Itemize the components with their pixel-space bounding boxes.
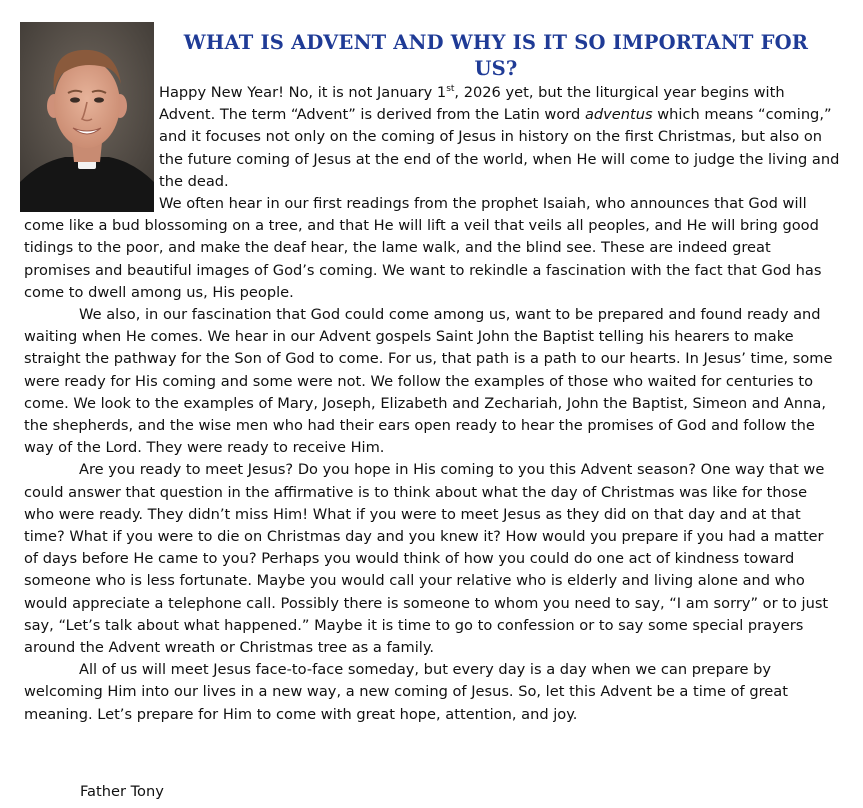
paragraph-3: We also, in our fascination that God could come among us, want to be prepared and found ready and waiting when He comes. We hear in our Advent gospels Saint John the Baptist telling his hearers to make straight the pathway for the Son of God to come. For us, that path is a path to our hearts. In Jesus’ time, some were ready for His coming and some were not. We follow the examples of those who waited for centuries to come. We look to the examples of Mary, Joseph, Elizabeth and Zechariah, John the Baptist, Simeon and Anna, the shepherds, and the wise men who had their ears open ready to hear the promises of God and follow the way of the Lord. They were ready to receive Him. <box>24 306 833 457</box>
paragraph-4: Are you ready to meet Jesus? Do you hope in His coming to you this Advent season? One way that we could answer that question in the affirmative is to think about what the day of Christmas was like for those who were ready. They didn’t miss Him! What if you were to meet Jesus as they did on that day and at that time? What if you were to die on Christmas day and you knew it? How would you prepare if you had a matter of days before He came to you? Perhaps you would think of how you could do one act of kindness toward someone who is less fortunate. Maybe you would call your relative who is elderly and living alone and who would appreciate a telephone call. Possibly there is someone to whom you need to say, “I am sorry” or to just say, “Let’s talk about what happened.” Maybe it is time to go to confession or to say some special prayers around the Advent wreath or Christmas tree as a family. <box>24 461 829 657</box>
paragraph-1: Happy New Year! No, it is not January 1st, 2026 yet, but the liturgical year begins with Advent. The term “Advent” is derived from the Latin word adventus which means “coming,” and it focuses not only on the coming of Jesus in history on the first Christmas, but also on the future coming of Jesus at the end of the world, when He will come to judge the living and the dead. <box>159 84 840 190</box>
priest-portrait-image <box>20 22 154 212</box>
author-photo <box>20 22 154 212</box>
article-title: WHAT IS ADVENT AND WHY IS IT SO IMPORTANT FOR US? <box>183 31 809 80</box>
signature: Father Tony <box>80 783 164 800</box>
paragraph-5: All of us will meet Jesus face-to-face someday, but every day is a day when we can prepare by welcoming Him into our lives in a new way, a new coming of Jesus. So, let this Advent be a time of great meaning. Let’s prepare for Him to come with great hope, attention, and joy. <box>24 661 788 723</box>
paragraph-2: We often hear in our first readings from the prophet Isaiah, who announces that God will come like a bud blossoming on a tree, and that He will lift a veil that veils all peoples, and He will bring good tidings to the poor, and make the deaf hear, the lame walk, and the blind see. These are indeed great promises and beautiful images of God’s coming. We want to rekindle a fascination with the fact that God has come to dwell among us, His people. <box>24 195 822 301</box>
